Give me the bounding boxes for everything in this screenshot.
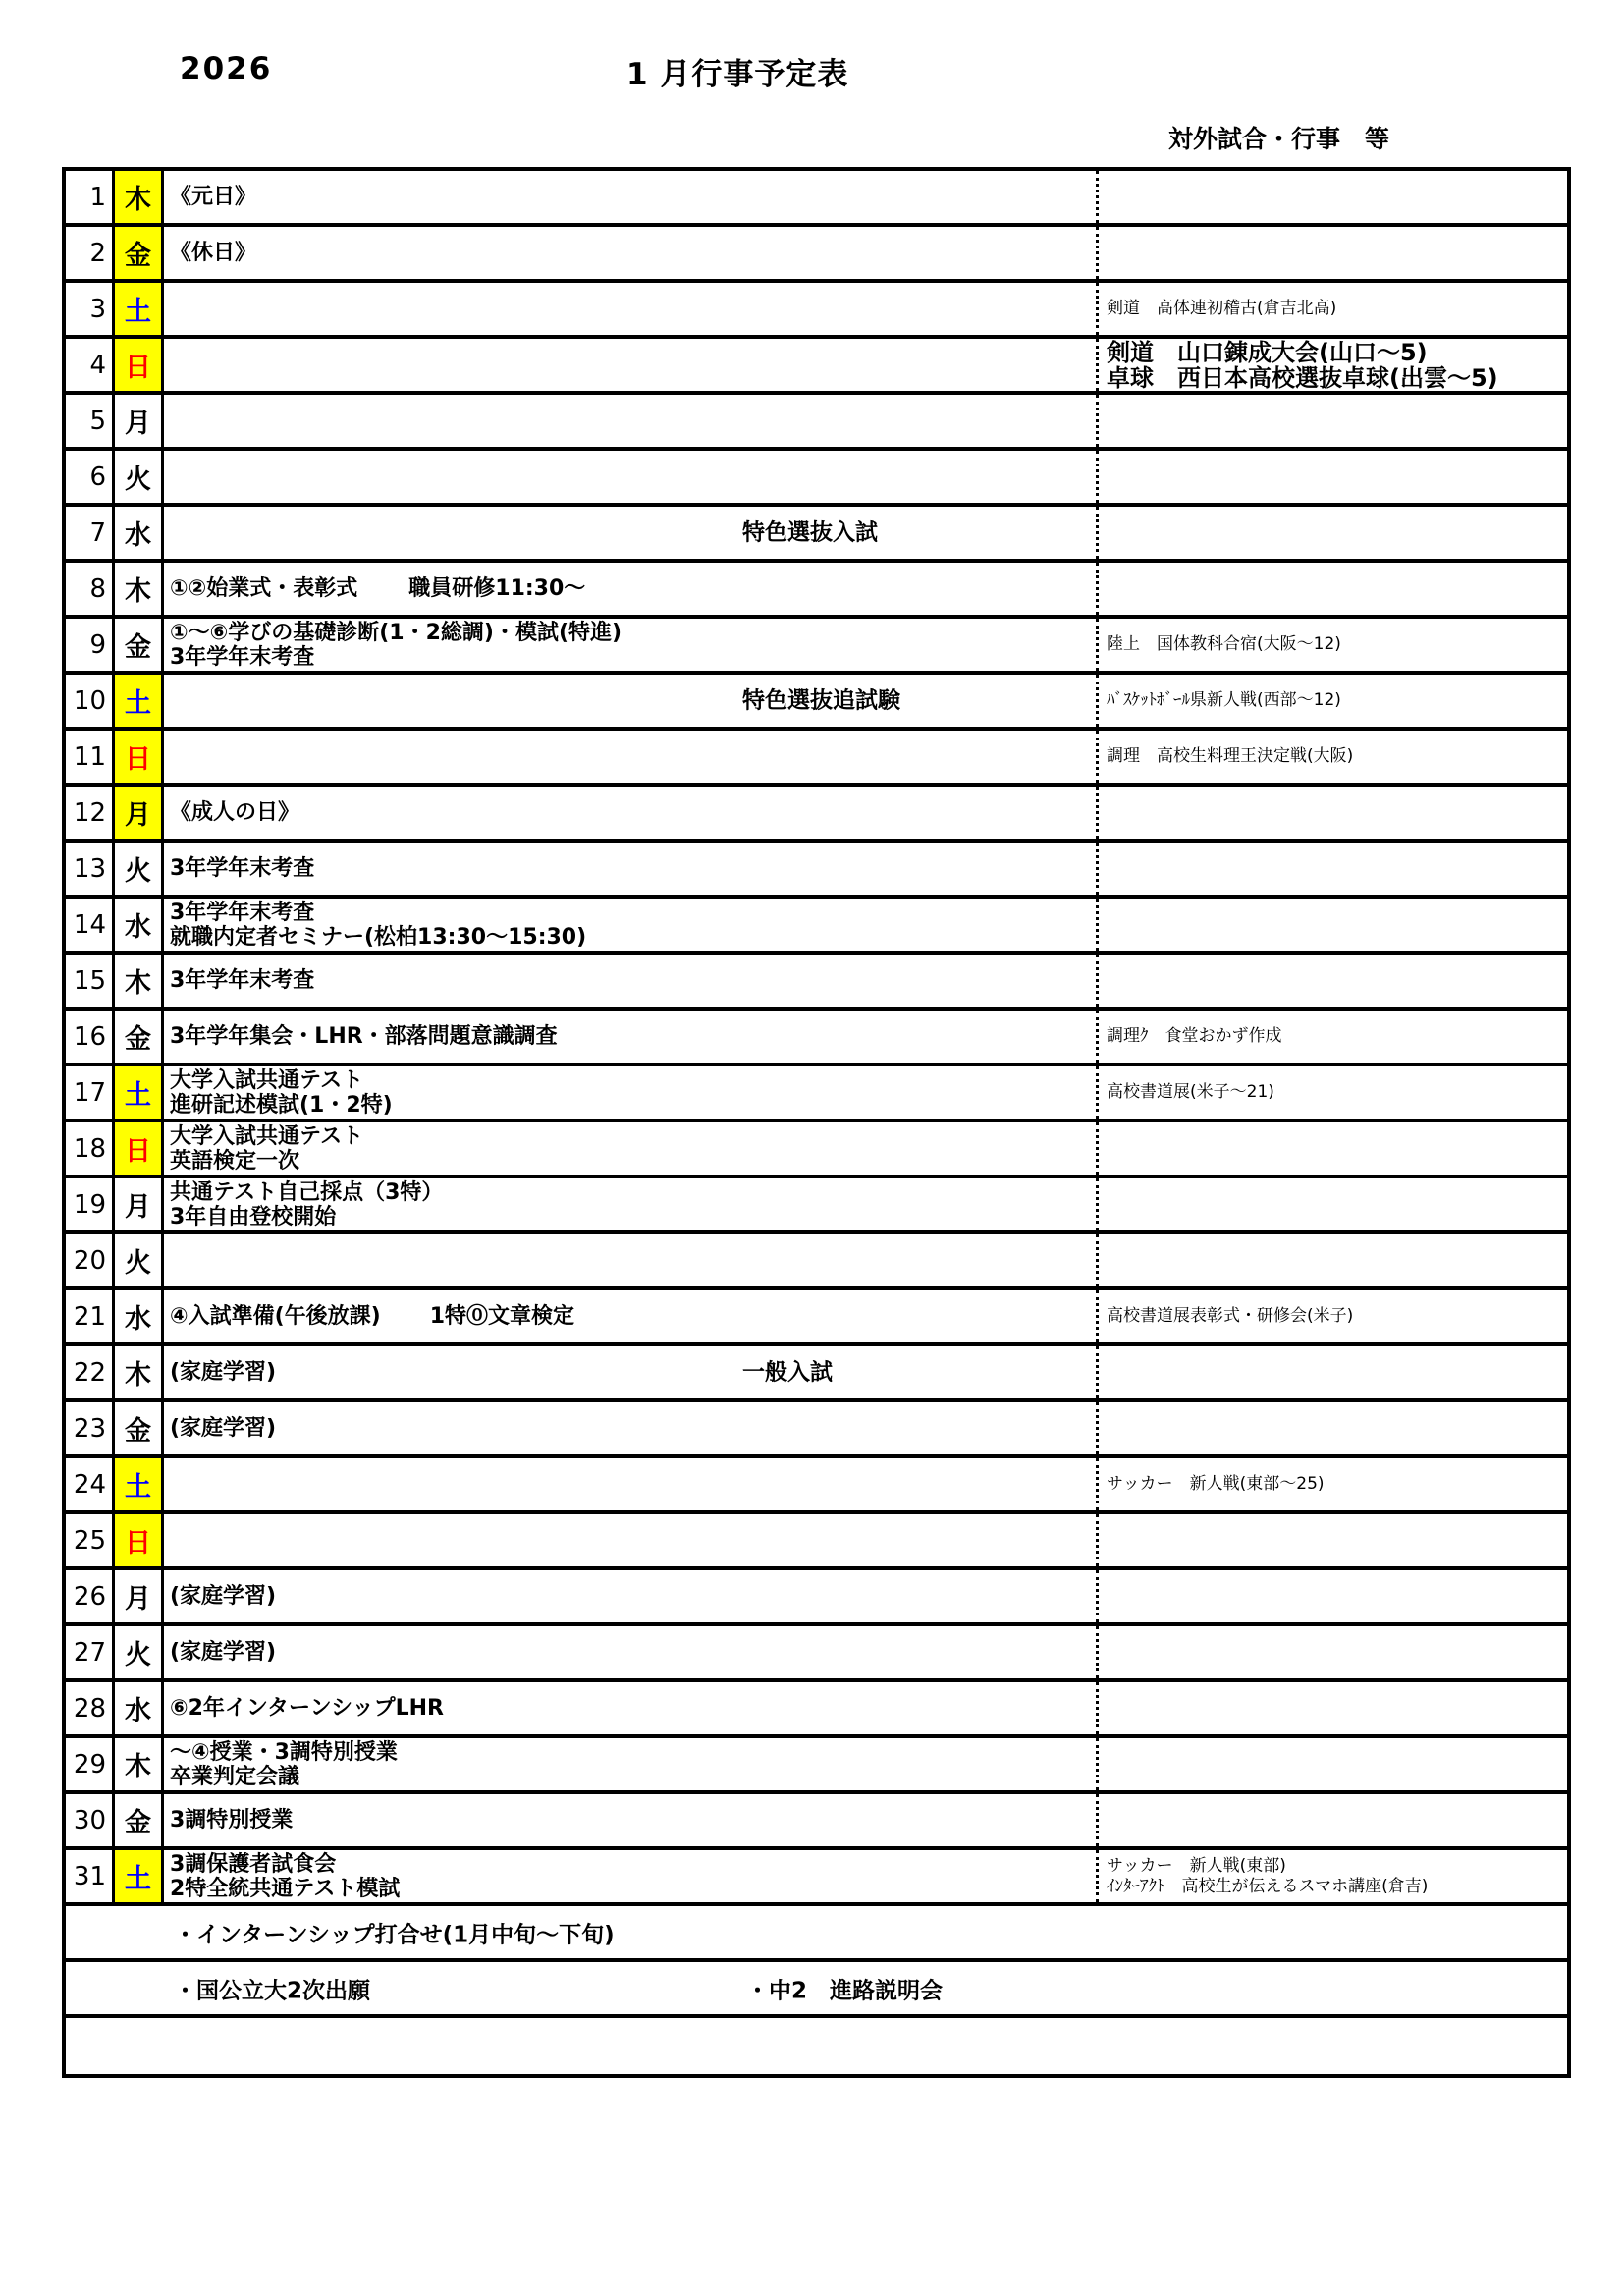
external-events-cell bbox=[1099, 787, 1567, 839]
events-cell bbox=[164, 227, 1099, 279]
events-cell bbox=[164, 1011, 1099, 1063]
day-number-cell: 5 bbox=[66, 395, 115, 447]
day-of-week-cell: 火 bbox=[115, 1626, 164, 1678]
day-of-week-cell: 木 bbox=[115, 563, 164, 615]
day-number-cell: 24 bbox=[66, 1458, 115, 1510]
external-events-cell bbox=[1099, 843, 1567, 895]
event-line bbox=[170, 800, 1096, 825]
day-number-cell: 31 bbox=[66, 1850, 115, 1902]
external-events-cell bbox=[1099, 619, 1567, 671]
calendar-row bbox=[66, 619, 1567, 675]
events-cell bbox=[164, 843, 1099, 895]
events-cell bbox=[164, 451, 1099, 503]
day-of-week-cell: 木 bbox=[115, 171, 164, 223]
event-text: 3年学年末考査 bbox=[170, 856, 315, 881]
day-number-cell: 15 bbox=[66, 955, 115, 1007]
event-line bbox=[170, 576, 1096, 601]
events-cell bbox=[164, 171, 1099, 223]
events-cell bbox=[164, 339, 1099, 391]
event-line bbox=[170, 1093, 1096, 1118]
day-of-week-cell: 日 bbox=[115, 1514, 164, 1566]
day-number-cell: 21 bbox=[66, 1290, 115, 1342]
day-number-cell: 1 bbox=[66, 171, 115, 223]
footer-note-text: ・インターンシップ打合せ(1月中旬～下旬) bbox=[174, 1922, 615, 1947]
calendar-row bbox=[66, 1402, 1567, 1458]
event-text: ～④授業・3調特別授業 bbox=[170, 1739, 398, 1765]
external-events-cell bbox=[1099, 1346, 1567, 1398]
external-event-text: サッカー 新人戦(東部～25) bbox=[1107, 1474, 1325, 1494]
events-cell bbox=[164, 899, 1099, 951]
calendar-row bbox=[66, 731, 1567, 787]
external-events-cell bbox=[1099, 1402, 1567, 1454]
event-text: 3年学年末考査 bbox=[170, 968, 315, 993]
events-cell bbox=[164, 1514, 1099, 1566]
day-number-cell: 4 bbox=[66, 339, 115, 391]
day-number-cell: 27 bbox=[66, 1626, 115, 1678]
external-events-cell bbox=[1099, 395, 1567, 447]
events-cell bbox=[164, 1178, 1099, 1230]
event-text: ⑥2年インターンシップLHR bbox=[170, 1696, 444, 1721]
day-of-week-cell: 日 bbox=[115, 731, 164, 783]
calendar-row bbox=[66, 675, 1567, 731]
year-label: 2026 bbox=[180, 51, 273, 86]
calendar-row bbox=[66, 843, 1567, 899]
external-event-text: 陸上 国体教科合宿(大阪～12) bbox=[1107, 634, 1341, 654]
event-line bbox=[170, 901, 1096, 925]
events-cell bbox=[164, 1682, 1099, 1734]
day-number-cell: 3 bbox=[66, 283, 115, 335]
footer-note-row bbox=[66, 1962, 1567, 2018]
day-of-week-cell: 土 bbox=[115, 1458, 164, 1510]
calendar-row bbox=[66, 1346, 1567, 1402]
calendar-row bbox=[66, 1011, 1567, 1066]
event-text: 3調特別授業 bbox=[170, 1808, 294, 1832]
events-cell bbox=[164, 1402, 1099, 1454]
day-number-cell: 6 bbox=[66, 451, 115, 503]
external-events-cell bbox=[1099, 1458, 1567, 1510]
events-cell bbox=[164, 1066, 1099, 1119]
event-line bbox=[170, 1877, 1096, 1901]
day-of-week-cell: 水 bbox=[115, 1682, 164, 1734]
event-text: ①～⑥学びの基礎診断(1・2総調)・模試(特進) bbox=[170, 620, 623, 645]
event-line bbox=[170, 1416, 1096, 1441]
day-of-week-cell: 金 bbox=[115, 227, 164, 279]
exam-note: 特色選抜追試験 bbox=[742, 687, 900, 713]
calendar-row bbox=[66, 1458, 1567, 1514]
event-line bbox=[170, 621, 1096, 645]
day-number-cell: 29 bbox=[66, 1738, 115, 1790]
events-cell bbox=[164, 563, 1099, 615]
event-line bbox=[170, 1740, 1096, 1765]
day-of-week-cell: 金 bbox=[115, 1794, 164, 1846]
events-cell bbox=[164, 1570, 1099, 1622]
event-text: (家庭学習) bbox=[170, 1360, 277, 1385]
day-number-cell: 17 bbox=[66, 1066, 115, 1119]
day-of-week-cell: 木 bbox=[115, 1738, 164, 1790]
day-of-week-cell: 月 bbox=[115, 1570, 164, 1622]
day-of-week-cell: 水 bbox=[115, 507, 164, 559]
events-cell bbox=[164, 955, 1099, 1007]
external-events-cell bbox=[1099, 1290, 1567, 1342]
day-number-cell: 7 bbox=[66, 507, 115, 559]
day-number-cell: 12 bbox=[66, 787, 115, 839]
day-number-cell: 25 bbox=[66, 1514, 115, 1566]
external-event-text: 剣道 高体連初稽古(倉吉北高) bbox=[1107, 299, 1337, 318]
calendar-row bbox=[66, 1066, 1567, 1122]
day-of-week-cell: 金 bbox=[115, 1011, 164, 1063]
events-cell bbox=[164, 1122, 1099, 1175]
calendar-row bbox=[66, 507, 1567, 563]
events-cell bbox=[164, 395, 1099, 447]
event-line bbox=[170, 1765, 1096, 1789]
events-cell bbox=[164, 1346, 1099, 1398]
event-text: 3年自由登校開始 bbox=[170, 1204, 337, 1230]
calendar-row bbox=[66, 1626, 1567, 1682]
external-event-text: 卓球 西日本高校選抜卓球(出雲～5) bbox=[1107, 363, 1498, 392]
calendar-row bbox=[66, 395, 1567, 451]
event-line bbox=[170, 1808, 1096, 1832]
external-event-text: 高校書道展表彰式・研修会(米子) bbox=[1107, 1306, 1354, 1326]
footer-note-row bbox=[66, 2018, 1567, 2074]
calendar-row bbox=[66, 1234, 1567, 1290]
events-cell bbox=[164, 731, 1099, 783]
event-text: 卒業判定会議 bbox=[170, 1764, 300, 1789]
day-number-cell: 9 bbox=[66, 619, 115, 671]
day-of-week-cell: 日 bbox=[115, 339, 164, 391]
external-events-cell bbox=[1099, 1738, 1567, 1790]
external-events-column-label: 対外試合・行事 等 bbox=[1168, 125, 1390, 153]
calendar-row bbox=[66, 339, 1567, 395]
day-number-cell: 28 bbox=[66, 1682, 115, 1734]
day-number-cell: 18 bbox=[66, 1122, 115, 1175]
event-line bbox=[170, 1696, 1096, 1721]
event-text: 大学入試共通テスト bbox=[170, 1123, 364, 1149]
day-number-cell: 20 bbox=[66, 1234, 115, 1286]
calendar-row bbox=[66, 899, 1567, 955]
exam-note: 特色選抜入試 bbox=[742, 519, 878, 545]
events-cell bbox=[164, 619, 1099, 671]
calendar-row bbox=[66, 1794, 1567, 1850]
event-line bbox=[170, 1024, 1096, 1049]
events-cell bbox=[164, 1290, 1099, 1342]
external-event-text: ｲﾝﾀｰｱｸﾄ 高校生が伝えるスマホ講座(倉吉) bbox=[1107, 1876, 1429, 1896]
external-events-cell bbox=[1099, 1514, 1567, 1566]
calendar-row bbox=[66, 1850, 1567, 1906]
day-number-cell: 23 bbox=[66, 1402, 115, 1454]
external-events-cell bbox=[1099, 1850, 1567, 1902]
event-text: ④入試準備(午後放課) bbox=[170, 1304, 381, 1329]
event-line bbox=[170, 1124, 1096, 1149]
event-line bbox=[170, 856, 1096, 881]
calendar-row bbox=[66, 1514, 1567, 1570]
event-text: (家庭学習) bbox=[170, 1584, 277, 1609]
schedule-table bbox=[62, 167, 1571, 2078]
event-line bbox=[170, 241, 1096, 265]
external-events-cell bbox=[1099, 171, 1567, 223]
day-of-week-cell: 火 bbox=[115, 1234, 164, 1286]
event-text: 《休日》 bbox=[170, 241, 257, 265]
external-events-cell bbox=[1099, 1122, 1567, 1175]
external-events-cell bbox=[1099, 1570, 1567, 1622]
external-events-cell bbox=[1099, 339, 1567, 391]
day-of-week-cell: 金 bbox=[115, 619, 164, 671]
external-events-cell bbox=[1099, 507, 1567, 559]
event-text: 大学入試共通テスト bbox=[170, 1067, 364, 1093]
event-text: 1特⓪文章検定 bbox=[429, 1304, 575, 1329]
event-text: 3年学年末考査 bbox=[170, 900, 315, 925]
calendar-row bbox=[66, 1570, 1567, 1626]
calendar-row bbox=[66, 171, 1567, 227]
footer-note-text: ・中2 進路説明会 bbox=[746, 1978, 944, 2003]
day-of-week-cell: 水 bbox=[115, 899, 164, 951]
external-events-cell bbox=[1099, 955, 1567, 1007]
day-of-week-cell: 火 bbox=[115, 451, 164, 503]
event-text: 3年学年末考査 bbox=[170, 644, 315, 670]
event-line bbox=[170, 1584, 1096, 1609]
external-events-cell bbox=[1099, 1066, 1567, 1119]
event-line bbox=[170, 1205, 1096, 1230]
day-number-cell: 30 bbox=[66, 1794, 115, 1846]
day-number-cell: 22 bbox=[66, 1346, 115, 1398]
calendar-row bbox=[66, 451, 1567, 507]
day-number-cell: 19 bbox=[66, 1178, 115, 1230]
events-cell bbox=[164, 675, 1099, 727]
day-number-cell: 2 bbox=[66, 227, 115, 279]
event-text: 就職内定者セミナー(松柏13:30～15:30) bbox=[170, 924, 587, 950]
event-line bbox=[170, 185, 1096, 209]
event-line bbox=[170, 1640, 1096, 1665]
calendar-row bbox=[66, 563, 1567, 619]
event-text: 3調保護者試食会 bbox=[170, 1851, 337, 1877]
event-line bbox=[170, 645, 1096, 670]
event-text: 3年学年集会・LHR・部落問題意識調査 bbox=[170, 1024, 558, 1049]
calendar-row bbox=[66, 283, 1567, 339]
external-events-cell bbox=[1099, 731, 1567, 783]
external-event-text: 調理ｸ 食堂おかず作成 bbox=[1107, 1026, 1282, 1046]
external-event-text: 剣道 山口錬成大会(山口～5) bbox=[1107, 338, 1428, 366]
day-of-week-cell: 火 bbox=[115, 843, 164, 895]
events-cell bbox=[164, 1738, 1099, 1790]
page-title: 1 月行事予定表 bbox=[626, 57, 849, 92]
external-event-text: サッカー 新人戦(東部) bbox=[1107, 1855, 1286, 1876]
external-events-cell bbox=[1099, 1794, 1567, 1846]
event-line bbox=[170, 1068, 1096, 1093]
events-cell bbox=[164, 1626, 1099, 1678]
event-line bbox=[170, 1180, 1096, 1205]
day-of-week-cell: 土 bbox=[115, 1066, 164, 1119]
events-cell bbox=[164, 787, 1099, 839]
event-line bbox=[170, 925, 1096, 950]
event-text: 進研記述模試(1・2特) bbox=[170, 1092, 393, 1118]
external-events-cell bbox=[1099, 563, 1567, 615]
day-of-week-cell: 月 bbox=[115, 395, 164, 447]
events-cell bbox=[164, 1850, 1099, 1902]
calendar-row bbox=[66, 227, 1567, 283]
day-of-week-cell: 月 bbox=[115, 787, 164, 839]
events-cell bbox=[164, 283, 1099, 335]
event-line bbox=[170, 1360, 1096, 1385]
footer-note-row bbox=[66, 1906, 1567, 1962]
external-events-cell bbox=[1099, 1178, 1567, 1230]
footer-note-text: ・国公立大2次出願 bbox=[174, 1978, 371, 2003]
day-number-cell: 14 bbox=[66, 899, 115, 951]
event-line bbox=[170, 1852, 1096, 1877]
event-line bbox=[170, 1304, 1096, 1329]
external-events-cell bbox=[1099, 283, 1567, 335]
exam-note: 一般入試 bbox=[742, 1359, 833, 1385]
external-events-cell bbox=[1099, 451, 1567, 503]
calendar-row bbox=[66, 955, 1567, 1011]
day-of-week-cell: 金 bbox=[115, 1402, 164, 1454]
event-text: ①②始業式・表彰式 bbox=[170, 576, 358, 601]
calendar-row bbox=[66, 1738, 1567, 1794]
day-of-week-cell: 木 bbox=[115, 1346, 164, 1398]
day-of-week-cell: 土 bbox=[115, 1850, 164, 1902]
external-events-cell bbox=[1099, 1626, 1567, 1678]
event-text: 英語検定一次 bbox=[170, 1148, 300, 1174]
day-of-week-cell: 水 bbox=[115, 1290, 164, 1342]
day-number-cell: 13 bbox=[66, 843, 115, 895]
day-number-cell: 10 bbox=[66, 675, 115, 727]
day-of-week-cell: 土 bbox=[115, 283, 164, 335]
day-of-week-cell: 木 bbox=[115, 955, 164, 1007]
calendar-row bbox=[66, 787, 1567, 843]
events-cell bbox=[164, 1234, 1099, 1286]
external-event-text: 高校書道展(米子～21) bbox=[1107, 1082, 1274, 1102]
event-line bbox=[170, 968, 1096, 993]
event-text: 共通テスト自己採点（3特） bbox=[170, 1179, 444, 1205]
events-cell bbox=[164, 1458, 1099, 1510]
event-text: (家庭学習) bbox=[170, 1640, 277, 1665]
day-of-week-cell: 月 bbox=[115, 1178, 164, 1230]
external-events-cell bbox=[1099, 899, 1567, 951]
external-events-cell bbox=[1099, 1234, 1567, 1286]
external-events-cell bbox=[1099, 675, 1567, 727]
day-number-cell: 26 bbox=[66, 1570, 115, 1622]
calendar-row bbox=[66, 1682, 1567, 1738]
external-events-cell bbox=[1099, 227, 1567, 279]
external-events-cell bbox=[1099, 1682, 1567, 1734]
event-text: 職員研修11:30～ bbox=[408, 576, 586, 601]
calendar-row bbox=[66, 1178, 1567, 1234]
events-cell bbox=[164, 507, 1099, 559]
external-events-cell bbox=[1099, 1011, 1567, 1063]
calendar-row bbox=[66, 1290, 1567, 1346]
calendar-row bbox=[66, 1122, 1567, 1178]
event-text: 2特全統共通テスト模試 bbox=[170, 1876, 401, 1901]
external-event-text: ﾊﾞｽｹｯﾄﾎﾞｰﾙ県新人戦(西部～12) bbox=[1107, 690, 1341, 710]
event-text: 《成人の日》 bbox=[170, 800, 300, 825]
day-number-cell: 8 bbox=[66, 563, 115, 615]
event-line bbox=[170, 1149, 1096, 1174]
event-text: (家庭学習) bbox=[170, 1416, 277, 1441]
event-text: 《元日》 bbox=[170, 185, 257, 209]
external-event-text: 調理 高校生料理王決定戦(大阪) bbox=[1107, 746, 1354, 766]
events-cell bbox=[164, 1794, 1099, 1846]
day-of-week-cell: 土 bbox=[115, 675, 164, 727]
day-of-week-cell: 日 bbox=[115, 1122, 164, 1175]
day-number-cell: 16 bbox=[66, 1011, 115, 1063]
day-number-cell: 11 bbox=[66, 731, 115, 783]
